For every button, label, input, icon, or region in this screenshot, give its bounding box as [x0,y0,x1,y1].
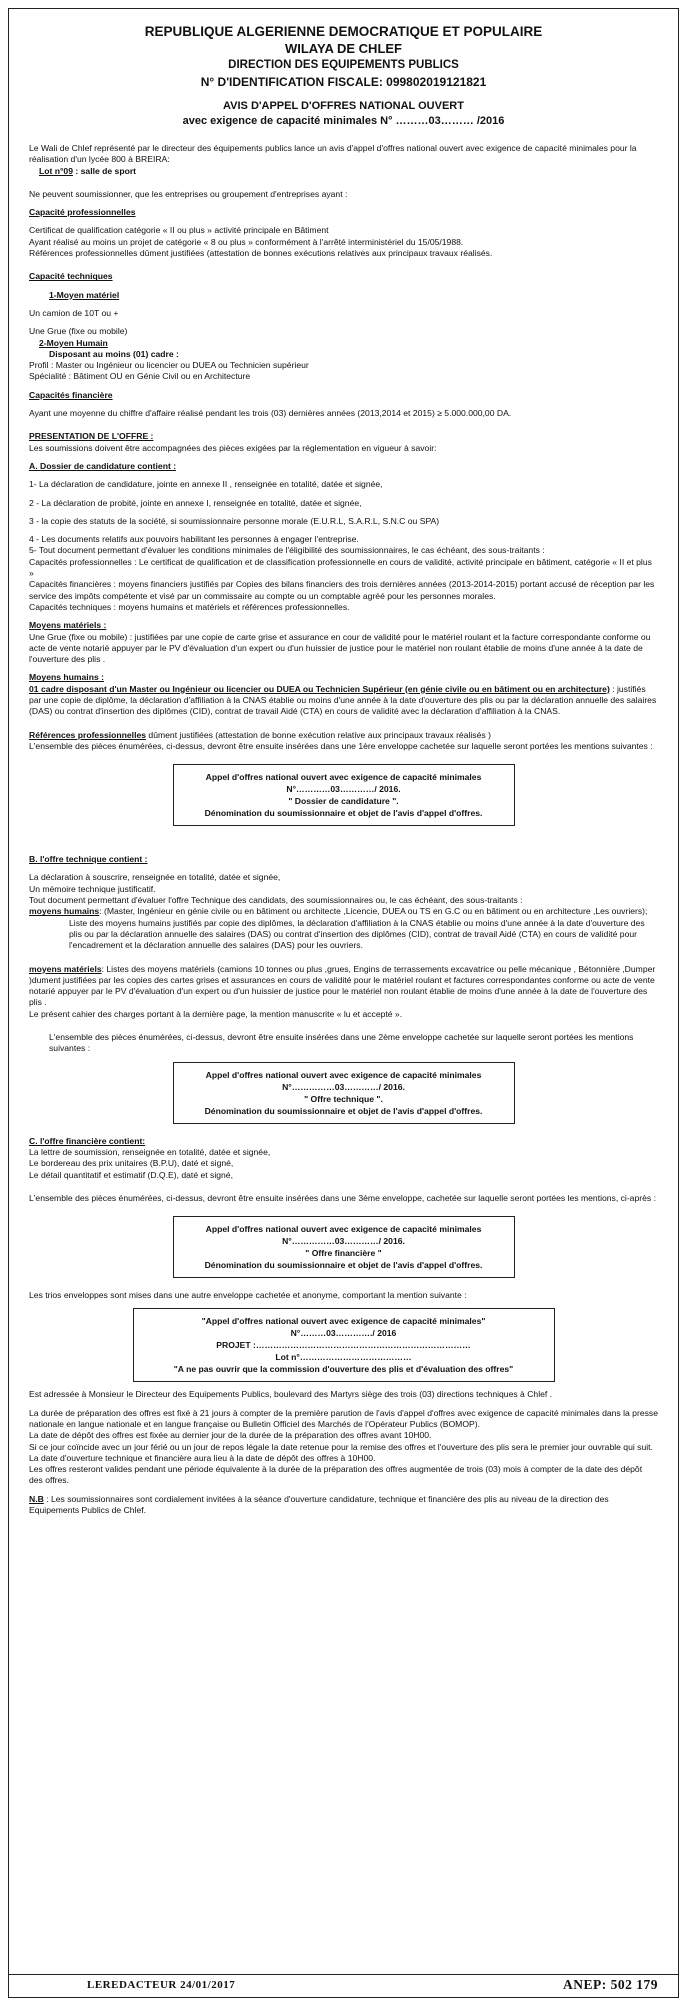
lot-title: : salle de sport [73,165,137,176]
final-text: Si ce jour coïncide avec un jour férié ou un jour de repos légale la date retenue pour la remise des offres et l'ouverture des plis sera le premier jour ouvrable qui suit. [29,1441,653,1452]
nb-text: : Les soumissionnaires sont cordialement invitées à la séance d'ouverture candidature, technique et financière des plis au niveau de la direction des Equipements Publics de Chlef. [29,1493,609,1516]
box-line: Dénomination du soumissionnaire et objet de l'avis d'appel d'offres. [204,1105,483,1116]
technique-materiel-title: moyens matériels [29,963,102,974]
envelope-box-financiere [173,1216,515,1278]
avis-title-block [29,99,658,129]
footer [9,1974,678,1997]
box-line: N°………03…………./ 2016 [290,1328,397,1339]
dossier-materiel-title: Moyens matériels : [29,620,107,631]
dossier-humain-cadre: 01 cadre disposant d'un Master ou Ingénieur ou licencier ou DUEA ou Technicien Supérieur (en génie civile ou en bâtiment ou en architecture) [29,683,610,694]
technique-title: B. l'offre technique contient : [29,854,148,865]
dossier-materiel-text: Une Grue (fixe ou mobile) : justifiées par une copie de carte grise et assurance en cour de validité pour le matériel roulant et la facture correspondante conforme ou acte de vente notarié appuyer par le PV d'évaluation d'un expert ou d'un huissier de justice pour le matériel non roulant établie de moins d'une année à la date de l'ouverture des plis . [29,631,651,665]
footer-redacteur: LEREDACTEUR 24/01/2017 [87,1979,236,1991]
capacite-pro-line: Ayant réalisé au moins un projet de catégorie « 8 ou plus » conformément à l'arrêté interministériel du 15/05/1988. [29,236,464,247]
box-line: Appel d'offres national ouvert avec exigence de capacité minimales [205,772,482,783]
dossier-item: 3 - la copie des statuts de la société, si soumissionnaire personne morale (E.U.R.L, S.A.R.L, S.N.C ou SPA) [29,515,440,526]
technique-cahier: Le présent cahier des charges portant à la dernière page, la mention manuscrite « lu et accepté ». [29,1008,403,1019]
final-text: La date de dépôt des offres est fixée au dernier jour de la durée de la préparation des offres avant 10H00. [29,1430,432,1441]
dossier-closing: L'ensemble des pièces énumérées, ci-dessus, devront être ensuite insérées dans une 1ère enveloppe cachetée sur laquelle seront portées les mentions suivantes : [29,740,653,751]
footer-anep: ANEP: 502 179 [563,1977,658,1992]
dossier-humain-text: : justifiés par une copie de diplôme, la déclaration d'affiliation à la CNAS établie ou moins d'une année à la date d'ouverture des plis ou par la déclaration annuelle des salaires (DAS) ou contrat d'insertion des diplômes (CID), contrat de travail Aidé (CTA) en cours de validité avec la déclaration d'affiliation à la CNAS. [29,683,657,717]
presentation-intro: Les soumissions doivent être accompagnées des pièces exigées par la réglementation en vigueur à savoir: [29,442,437,453]
dossier-title: A. Dossier de candidature contient : [29,460,177,471]
header-fiscal-id: N° D'IDENTIFICATION FISCALE: 099802019121821 [200,75,487,89]
avis-title: AVIS D'APPEL D'OFFRES NATIONAL OUVERT [223,100,464,112]
envelope-box-outer [133,1308,555,1382]
header-republic: REPUBLIQUE ALGERIENNE DEMOCRATIQUE ET POPULAIRE [144,24,543,39]
technique-line: La déclaration à souscrire, renseignée en totalité, datée et signée, [29,872,281,883]
box-line: Appel d'offres national ouvert avec exigence de capacité minimales [205,1224,482,1235]
technique-closing: L'ensemble des pièces énumérées, ci-dessus, devront être ensuite insérées dans une 2ème enveloppe cachetée sur laquelle seront portées les mentions suivantes : [49,1032,634,1054]
dossier-item: 1- La déclaration de candidature, jointe en annexe II , renseignée en totalité, datée et signée, [29,479,383,490]
lot-number: Lot n°09 [39,165,73,176]
box-line: "A ne pas ouvrir que la commission d'ouverture des plis et d'évaluation des offres" [173,1364,514,1375]
box-line: N°……………03…………/ 2016. [282,1236,405,1247]
header [29,23,658,91]
dossier-item: 2 - La déclaration de probité, jointe en annexe I, renseignée en totalité, datée et signée, [29,497,362,508]
capacite-pro-line: Références professionnelles dûment justifiées (attestation de bonnes exécutions relatives aux principaux travaux réalisés. [29,248,493,259]
final-text: La date d'ouverture technique et financière aura lieu à la date de dépôt des offres à 10H00. [29,1452,376,1463]
materiel-item: Une Grue (fixe ou mobile) [29,326,128,337]
box-line: Appel d'offres national ouvert avec exigence de capacité minimales [205,1069,482,1080]
dossier-item: Capacités financières : moyens financiers justifiés par Copies des bilans financiers des trois dernières années (2013-2014-2015) portant accusé de réception par les service des impôts compétente et visé par un commissaire au compte ou un comptable agréé pour les personnes morales. [29,579,655,601]
box-line: N°…………03…………/ 2016. [286,784,401,795]
envelope-box-technique [173,1062,515,1124]
box-line: " Offre technique ". [304,1093,383,1104]
envelope-box-candidature [173,764,515,826]
financiere-line: La lettre de soumission, renseignée en totalité, datée et signée, [29,1146,271,1157]
avis-subtitle: avec exigence de capacité minimales N° ………03……… /2016 [182,115,505,127]
references-text: dûment justifiées (attestation de bonne exécution relative aux principaux travaux réalisés ) [146,729,491,740]
technique-materiel-text: : Listes des moyens matériels (camions 10 tonnes ou plus ,grues, Engins de terrassements excavatrice ou pelle mécanique , Bétonnière ,Dumper )dument justifiées par les copies des cartes grises et assurances en cours de validité pour le matériel roulant et factures correspondantes conforme ou acte de vente notarié appuyer par le PV d'évaluation d'un expert ou d'un huissier de justice pour le matériel non roulant établie de moins d'une année à la date de l'ouverture des plis . [29,963,656,1008]
financiere-closing: L'ensemble des pièces énumérées, ci-dessus, devront être ensuite insérées dans une 3ème enveloppe, cachetée sur laquelle seront portées les mentions, ci-après : [29,1192,656,1203]
final-text: Est adressée à Monsieur le Directeur des Equipements Publics, boulevard des Martyrs siège des trois (03) directions techniques à Chlef . [29,1389,553,1400]
capacite-fin-text: Ayant une moyenne du chiffre d'affaire réalisé pendant les trois (03) dernières années (2013,2014 et 2015) ≥ 5.000.000,00 DA. [29,408,512,419]
box-line: PROJET :………………………………………………………………… [216,1340,471,1351]
body-text [29,143,658,1516]
header-wilaya: WILAYA DE CHLEF [284,41,402,56]
capacite-tech-title: Capacité techniques [29,271,113,282]
technique-line: Tout document permettant d'évaluer l'offre Technique des candidats, des soumissionnaires ou, le cas échéant, des sous-traitants : [29,895,523,906]
materiel-item: Un camion de 10T ou + [29,307,119,318]
financiere-title: C. l'offre financière contient: [29,1135,146,1146]
box-line: Dénomination du soumissionnaire et objet de l'avis d'appel d'offres. [204,808,483,819]
humain-cadre: Disposant au moins (01) cadre : [49,348,179,359]
capacite-pro-line: Certificat de qualification catégorie « II ou plus » activité principale en Bâtiment [29,225,329,236]
box-line: " Offre financière " [305,1248,382,1259]
box-line: Lot n°………………………………… [275,1352,412,1363]
box-line: " Dossier de candidature ". [288,796,399,807]
capacite-fin-title: Capacités financière [29,389,113,400]
box-line: "Appel d'offres national ouvert avec exigence de capacité minimales" [201,1316,486,1327]
technique-humain-text: : (Master, Ingénieur en génie civile ou en bâtiment ou architecte ,Licencie, DUEA ou TS en G.C ou en bâtiment ou en architecture ,Les ouvriers); [99,906,648,917]
financiere-line: Le détail quantitatif et estimatif (D.Q.E), daté et signé, [29,1169,233,1180]
humain-profil: Profil : Master ou Ingénieur ou licencier ou DUEA ou Technicien supérieur [29,360,309,371]
dossier-item: Capacités professionnelles : Le certificat de qualification et de classification professionnelle en cours de validité, activité principale en bâtiment, catégorie « II et plus » [29,556,652,579]
dossier-item: 4 - Les documents relatifs aux pouvoirs habilitant les personnes à engager l'entreprise. [29,534,359,545]
references-title: Références professionnelles [29,729,147,740]
moyen-materiel-title: 1-Moyen matériel [49,289,120,300]
header-direction: DIRECTION DES EQUIPEMENTS PUBLICS [228,59,459,71]
intro-text: Le Wali de Chlef représenté par le directeur des équipements publics lance un avis d'appel d'offres national ouvert avec exigence de capacité minimales pour la réalisation d'un lycée 800 à BREIRA: [29,143,637,165]
technique-line: Un mémoire technique justificatif. [29,883,156,894]
dossier-humain-title: Moyens humains : [29,672,104,683]
final-text: Les offres resteront valides pendant une période équivalente à la durée de la préparation des offres augmentée de trois (03) mois à compter de la date des dépôt des offres. [29,1464,643,1486]
presentation-title: PRESENTATION DE L'OFFRE : [29,431,154,442]
box-line: N°……………03…………/ 2016. [282,1081,405,1092]
enveloppe-intro: Les trios enveloppes sont mises dans une autre enveloppe cachetée et anonyme, comportant la mention suivante : [29,1290,467,1301]
technique-humain-title: moyens humains [29,906,100,917]
humain-specialite: Spécialité : Bâtiment OU en Génie Civil ou en Architecture [29,371,251,382]
box-line: Dénomination du soumissionnaire et objet de l'avis d'appel d'offres. [204,1260,483,1271]
capacite-pro-title: Capacité professionnelles [29,207,136,218]
moyen-humain-title: 2-Moyen Humain [39,337,108,348]
technique-humain-detail: Liste des moyens humains justifiés par copie des diplômes, la déclaration d'affiliation à la CNAS établie ou moins d'une année à la date d'ouverture des plis ou par la déclaration annuelle des salaires (DAS) ou contrat d'insertion des diplômes (CID), contrat de travail Aidé (CTA) en cours de validité pour l'encadrement et la déclaration annuelle des salaires (DAS) pour les ouvriers. [69,917,645,951]
announcement-page [8,8,679,1998]
financiere-line: Le bordereau des prix unitaires (B.P.U), daté et signé, [29,1158,234,1169]
dossier-item: 5- Tout document permettant d'évaluer les conditions minimales de l'éligibilité des soumissionnaires, le cas échéant, des sous-traitants : [29,545,545,556]
final-text: La durée de préparation des offres est fixé à 21 jours à compter de la première parution de l'avis d'appel d'offres avec exigence de capacité minimales dans la presse nationale en langue nationale et en langue française ou Bulletin Officiel des Marchés de l'Opérateur Publics (BOMOP). [29,1407,658,1429]
nb-label: N.B [29,1493,44,1504]
eligibility-text: Ne peuvent soumissionner, que les entreprises ou groupement d'entreprises ayant : [29,188,348,199]
dossier-item: Capacités techniques : moyens humains et matériels et références professionnelles. [29,601,350,612]
